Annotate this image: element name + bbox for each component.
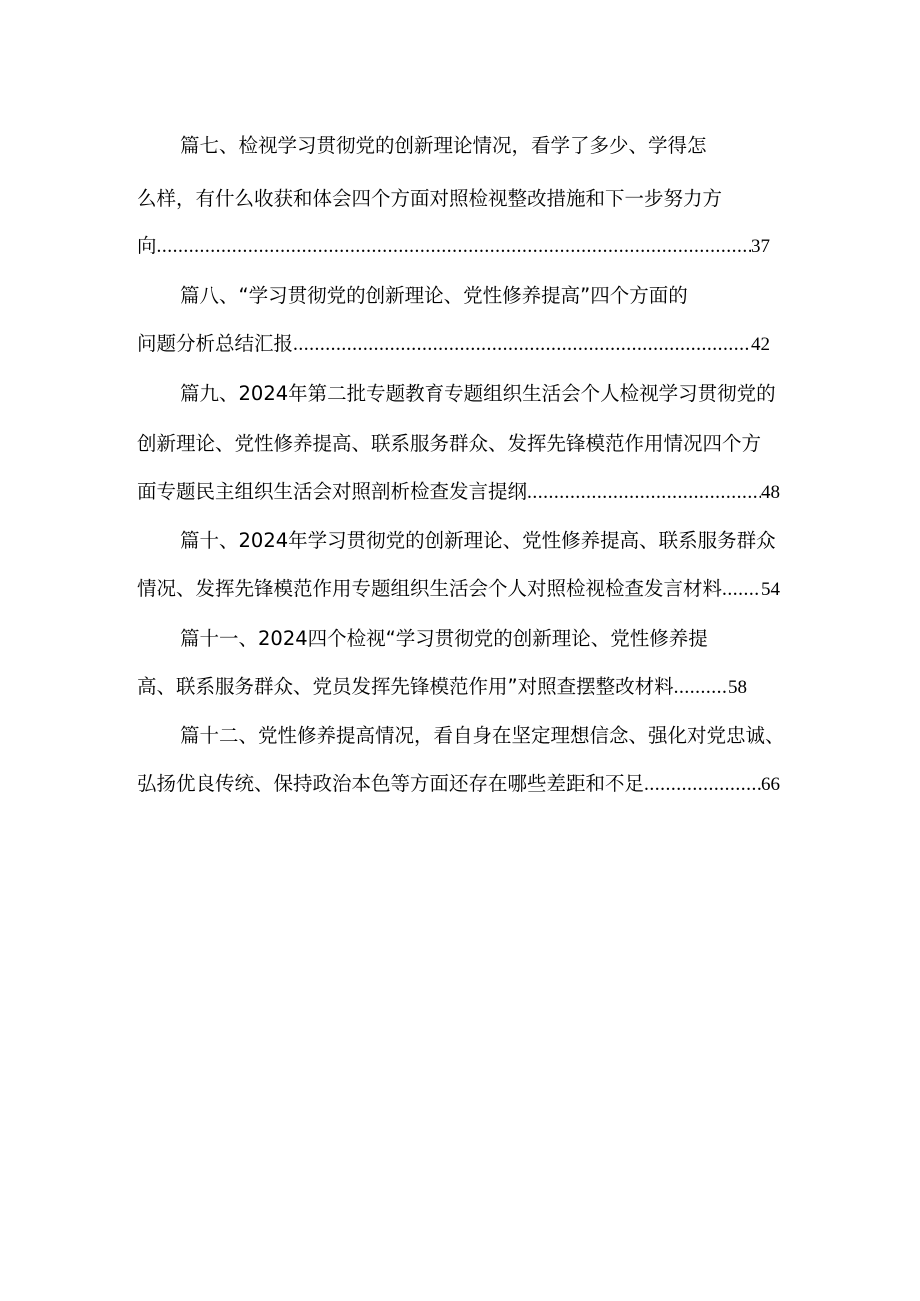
toc-entry-text: 面专题民主组织生活会对照剖析检查发言提纲: [137, 480, 528, 503]
leader-dots: [674, 672, 728, 704]
page-number: 48: [761, 482, 780, 503]
toc-entry-7-line-2: 么样，有什么收获和体会四个方面对照检视整改措施和下一步努力方: [137, 187, 723, 210]
page-number: 42: [751, 334, 770, 355]
page-number: 37: [751, 236, 770, 257]
page-number: 54: [761, 579, 780, 600]
toc-entry-text: 高、联系服务群众、党员发挥先锋模范作用”对照查摆整改材料: [137, 675, 674, 698]
toc-entry-text: 弘扬优良传统、保持政治本色等方面还存在哪些差距和不足: [137, 772, 645, 795]
leader-dots: [722, 574, 761, 606]
toc-entry-text: 问题分析总结汇报: [137, 332, 294, 355]
toc-entry-9-line-3[interactable]: [137, 476, 780, 508]
leader-dots: [293, 329, 751, 361]
page-number: 66: [761, 774, 780, 795]
toc-entry-10-line-1: 篇十、2024年学习贯彻党的创新理论、党性修养提高、联系服务群众: [180, 529, 776, 552]
leader-dots: [157, 231, 751, 263]
toc-entry-7-line-1: 篇七、检视学习贯彻党的创新理论情况，看学了多少、学得怎: [180, 134, 707, 157]
toc-entry-12-line-1: 篇十二、党性修养提高情况，看自身在坚定理想信念、强化对党忠诚、: [180, 724, 785, 747]
toc-entry-9-line-2: 创新理论、党性修养提高、联系服务群众、发挥先锋模范作用情况四个方: [137, 432, 762, 455]
toc-entry-8-line-1: 篇八、“学习贯彻党的创新理论、党性修养提高”四个方面的: [180, 284, 688, 307]
leader-dots: [644, 769, 761, 801]
toc-entry-text: 向: [137, 234, 157, 257]
toc-entry-11-line-2[interactable]: [137, 671, 747, 703]
leader-dots: [527, 477, 761, 509]
toc-entry-7-line-3[interactable]: [137, 230, 770, 262]
toc-entry-9-line-1: 篇九、2024年第二批专题教育专题组织生活会个人检视学习贯彻党的: [180, 382, 776, 405]
toc-entry-8-line-2[interactable]: [137, 328, 770, 360]
toc-entry-12-line-2[interactable]: [137, 768, 780, 800]
toc-entry-11-line-1: 篇十一、2024四个检视“学习贯彻党的创新理论、党性修养提: [180, 627, 708, 650]
page-number: 58: [728, 677, 747, 698]
toc-entry-10-line-2[interactable]: [137, 573, 780, 605]
toc-entry-text: 情况、发挥先锋模范作用专题组织生活会个人对照检视检查发言材料: [137, 577, 723, 600]
